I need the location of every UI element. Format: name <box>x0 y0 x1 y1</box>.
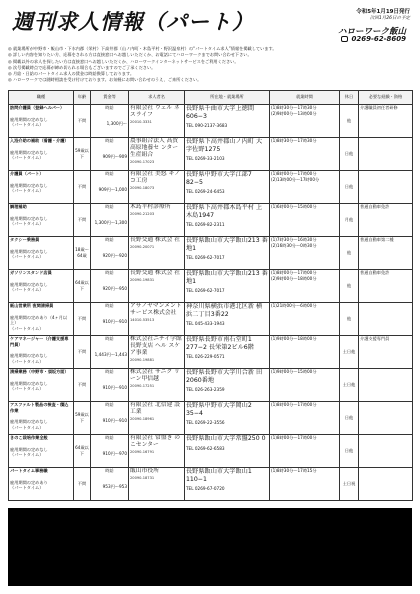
qualification-cell <box>359 401 413 434</box>
work-hours-line: (1)6時00分〜15時00分 <box>271 204 317 210</box>
next-issue-date: 次回1月26日の予定 <box>369 16 410 21</box>
company-tel: TEL 0269-67-0720 <box>186 486 225 492</box>
employment-note: （パートタイム） <box>10 155 44 161</box>
pay-cell <box>91 335 129 368</box>
qualification-cell: 介護支援専門員 <box>359 335 413 368</box>
pay-type: 時給 <box>105 369 114 375</box>
employment-type: 雇用期間の定めなし <box>10 281 48 287</box>
job-title: きのこ栽培作業全般 <box>10 435 48 441</box>
employment-note: （パートタイム） <box>10 287 44 293</box>
job-number: 20090-18731 <box>130 476 155 481</box>
job-number: 20090-17023 <box>130 160 155 165</box>
company-name: 農事組合法人 高賀高原地養セ ンター生産組合 <box>130 138 179 159</box>
company-cell <box>129 368 185 401</box>
holiday-cell: 日他 <box>340 434 359 467</box>
pay-range: 909円〜1,000 <box>98 186 127 192</box>
notice-item: ◎ 次号掲載時点で応募が締め切られる場合もございますのでご了承ください。 <box>8 64 156 70</box>
location-cell <box>185 104 270 137</box>
hours-cell <box>270 137 340 170</box>
hours-cell <box>270 434 340 467</box>
company-tel: TEL 026-229-0571 <box>186 354 225 360</box>
job-table <box>8 90 413 501</box>
job-number: 20090-18073 <box>130 186 155 191</box>
column-header-qualification: 必要な経験・資格 <box>359 90 413 104</box>
table-row[interactable] <box>9 302 413 335</box>
job-title: 訪問介護員（登録ヘルパー） <box>10 105 65 111</box>
phone-icon <box>341 36 348 42</box>
location-cell <box>185 401 270 434</box>
company-address: 長野県下高井郡山ノ内町 大字佐野1275 <box>186 138 263 153</box>
employment-note: （パートタイム） <box>10 122 44 128</box>
pay-range: 909円〜909 <box>102 153 127 159</box>
page <box>8 6 412 588</box>
notice-item: ◎ ハローワークでは随時相談を受け付けております。お気軽にお問い合わせのうえ、ご来所ください。 <box>8 77 202 83</box>
table-row[interactable] <box>9 401 413 434</box>
holiday-cell: 他 <box>340 104 359 137</box>
column-header-age: 年齢 <box>74 90 91 104</box>
hours-cell <box>270 203 340 236</box>
employment-note: （パートタイム） <box>10 221 44 227</box>
qualification-cell <box>359 302 413 335</box>
table-row[interactable] <box>9 203 413 236</box>
header <box>8 6 412 42</box>
hours-cell <box>270 368 340 401</box>
company-name: 木島平村診療所 <box>130 204 171 211</box>
pay-range: 910円〜970 <box>102 450 127 456</box>
job-title: パートタイム事務職 <box>10 468 48 474</box>
work-hours-line: (1)8時00分〜17時00分 <box>271 402 317 408</box>
pay-type: 時給 <box>105 204 114 210</box>
company-address: 神奈川県横浜市港北区新 横浜二丁目3番22 <box>186 303 263 318</box>
company-tel: TEL 0269-24-6453 <box>186 189 225 195</box>
table-row[interactable] <box>9 236 413 269</box>
company-name: 飯山市役所 <box>130 468 159 475</box>
pay-range: 910円〜910 <box>102 384 127 390</box>
holiday-cell: 日他 <box>340 137 359 170</box>
company-cell <box>129 434 185 467</box>
job-cell <box>9 236 74 269</box>
hours-cell <box>270 269 340 302</box>
hours-cell <box>270 170 340 203</box>
job-cell <box>9 467 74 500</box>
employment-type: 雇用期間の定めなし <box>10 380 48 386</box>
location-cell <box>185 467 270 500</box>
employment-note: （パートタイム） <box>10 485 44 491</box>
holiday-cell: 月他 <box>340 203 359 236</box>
age-cell: 不問 <box>74 104 91 137</box>
table-row[interactable] <box>9 434 413 467</box>
job-title: 飯山営業所 夜間清掃員 <box>10 303 54 309</box>
employment-note: （パートタイム） <box>10 452 44 458</box>
qualification-cell <box>359 434 413 467</box>
company-name: 長野交通 株式会 社 <box>130 237 181 244</box>
age-cell: 不問 <box>74 170 91 203</box>
hours-cell <box>270 335 340 368</box>
work-hours-line: (1)8時00分〜17時00分 <box>271 270 317 276</box>
employment-type: 雇用期間の定めなし <box>10 149 48 155</box>
pay-cell <box>91 302 129 335</box>
pay-cell <box>91 434 129 467</box>
qualification-cell <box>359 368 413 401</box>
pay-type: 時給 <box>105 105 114 111</box>
company-name: 有限会社 常盤き のこセンター <box>130 435 181 449</box>
qualification-cell: 普通自動車免許 <box>359 269 413 302</box>
notice-item: ◎ 月給・日給のパートタイム求人の賃金は時給換算しております。 <box>8 71 135 77</box>
work-hours-line: (1)8時30分〜17時30分 <box>271 138 317 144</box>
office-name: ハローワーク飯山 <box>337 27 406 37</box>
job-cell <box>9 203 74 236</box>
table-row[interactable] <box>9 467 413 500</box>
pay-type: 時給 <box>105 336 114 342</box>
holiday-cell: 他 <box>340 302 359 335</box>
qualification-cell <box>359 467 413 500</box>
work-hours-line: (1)9時00分〜18時00分 <box>271 336 317 342</box>
company-tel: TEL 0269-62-6583 <box>186 445 225 451</box>
work-hours-line: (1)9時00分〜15時00分 <box>271 369 317 375</box>
pay-cell <box>91 203 129 236</box>
pay-cell <box>91 170 129 203</box>
publish-date: 令和5年1月19日発行 <box>356 9 410 15</box>
job-number: 20090-18961 <box>130 417 155 422</box>
employment-note: （パートタイム） <box>10 326 44 332</box>
age-cell: 64歳以下 <box>74 434 91 467</box>
company-cell <box>129 137 185 170</box>
location-cell <box>185 368 270 401</box>
pay-type: 時給 <box>105 138 114 144</box>
job-cell <box>9 401 74 434</box>
company-address: 長野県千曲市大字上徳間 606−3 <box>186 105 255 120</box>
job-cell <box>9 302 74 335</box>
job-cell <box>9 269 74 302</box>
company-cell <box>129 203 185 236</box>
job-cell <box>9 170 74 203</box>
company-name: 長野交通 株式会 社 <box>130 270 181 277</box>
company-tel: TEL 0269-62-7017 <box>186 255 225 261</box>
job-number: 14010-53513 <box>130 318 155 323</box>
pay-cell <box>91 137 129 170</box>
company-address: 長野県中野市大字江部7 82−5 <box>186 171 252 186</box>
company-name: 株式会社ニチイ学館 長野支店 ヘル スケア事業 <box>130 336 182 357</box>
employment-type: 雇用期間の定めなし <box>10 446 48 452</box>
age-cell: 不問 <box>74 467 91 500</box>
work-hours-line: (2)16時30分〜0時30分 <box>271 242 317 248</box>
employment-type: 雇用期間の定めなし <box>10 353 48 359</box>
notice-item: ◎ 掲載以外の求人を探したい方は直接窓口へお越しいただくか、ハローワークインターネットサービスをご利用ください。 <box>8 58 239 64</box>
location-cell <box>185 203 270 236</box>
pay-range: 1,300円〜 <box>106 120 127 126</box>
work-hours-line: (2)9時00分〜18時00分 <box>271 275 317 281</box>
job-title: 入浴介助の補助（看護・介護） <box>10 138 69 144</box>
work-hours-line: (2)9時00分〜13時00分 <box>271 110 317 116</box>
age-cell: 不問 <box>74 368 91 401</box>
work-hours-line: (1)8時30分〜17時30分 <box>271 105 317 111</box>
pay-cell <box>91 368 129 401</box>
company-tel: TEL 045-433-1943 <box>186 321 225 327</box>
company-address: 長野県長野市大字川合新 田2060番地 <box>186 369 263 384</box>
company-tel: TEL 0269-33-2103 <box>186 156 225 162</box>
location-cell <box>185 236 270 269</box>
pay-range: 953円〜953 <box>102 483 127 489</box>
company-address: 長野県下高井郡木島平村 上木島1947 <box>186 204 263 219</box>
company-name: 有限会社 美悠 キノコ工房 <box>130 171 180 185</box>
company-tel: TEL 0269-62-7017 <box>186 288 225 294</box>
hours-cell <box>270 302 340 335</box>
age-cell: 59歳以下 <box>74 137 91 170</box>
employment-note: （パートタイム） <box>10 359 44 365</box>
job-number: 20010-3331 <box>130 120 152 125</box>
hours-cell <box>270 401 340 434</box>
pay-type: 時給 <box>105 270 114 276</box>
location-cell <box>185 170 270 203</box>
employment-type: 雇用期間の定めあり <box>10 479 48 485</box>
company-tel: TEL 0269-82-2311 <box>186 222 225 228</box>
location-cell <box>185 137 270 170</box>
hours-cell <box>270 236 340 269</box>
column-header-hours: 就業時間 <box>270 90 340 104</box>
job-title: ケアマネージャー（介護支援専門員） <box>10 336 69 347</box>
location-cell <box>185 302 270 335</box>
job-number: 20090-19881 <box>130 358 155 363</box>
age-cell: 18歳〜64歳 <box>74 236 91 269</box>
qualification-cell: 介護職員初任者研修 <box>359 104 413 137</box>
column-header-location: 所在地・就業場所 <box>185 90 270 104</box>
qualification-cell: 普通自動車第二種 <box>359 236 413 269</box>
table-row[interactable] <box>9 104 413 137</box>
holiday-cell: 土日祝 <box>340 467 359 500</box>
notice-item: ◎ 就業場所が中野市・飯山市・下水内郡（栄村）下高井郡（山ノ内町・木島平村・野沢温泉村）の“パートタイム求人”情報を掲載しています。 <box>8 46 277 51</box>
company-address: 長野県飯山市大字常盤250 0 <box>186 435 266 443</box>
company-address: 長野県中野市大字岡山2 35−4 <box>186 402 252 417</box>
qualification-cell <box>359 170 413 203</box>
work-hours-line: (1)21時00分〜6時00分 <box>271 303 317 309</box>
job-cell <box>9 434 74 467</box>
work-hours-line: (1)7時30分〜16時30分 <box>271 237 317 243</box>
company-cell <box>129 302 185 335</box>
holiday-cell: 他 <box>340 269 359 302</box>
age-cell: 64歳以下 <box>74 269 91 302</box>
work-hours-line: (1)8時00分〜17時00分 <box>271 435 317 441</box>
pay-type: 時給 <box>105 171 114 177</box>
holiday-cell: 土日他 <box>340 368 359 401</box>
hours-cell <box>270 467 340 500</box>
company-tel: TEL 026-263-2359 <box>186 387 225 393</box>
company-name: アサノヤマンメント サービス株式会社 <box>130 303 182 317</box>
pay-cell <box>91 467 129 500</box>
employment-type: 雇用期間の定めあり（4ヶ月以上） <box>10 314 68 326</box>
location-cell <box>185 335 270 368</box>
company-address: 長野県長野市南石堂町1 277−2 長栄第2ビル6階 <box>186 336 254 351</box>
column-header-holiday: 休日 <box>340 90 359 104</box>
employment-type: 雇用期間の定めなし <box>10 116 48 122</box>
pay-range: 910円〜910 <box>102 417 127 423</box>
company-cell <box>129 467 185 500</box>
holiday-cell: 日他 <box>340 170 359 203</box>
company-cell <box>129 104 185 137</box>
employment-type: 雇用期間の定めなし <box>10 248 48 254</box>
work-hours-line: (2)13時00分〜17時00分 <box>271 176 320 182</box>
page-title: 週刊求人情報（パート） <box>12 9 254 34</box>
pay-range: 920円〜920 <box>102 252 127 258</box>
company-address: 長野県飯山市大字飯山213 番地1 <box>186 270 268 285</box>
notice-list <box>8 46 308 84</box>
job-number: 20090-20071 <box>130 245 155 250</box>
age-cell: 不問 <box>74 335 91 368</box>
holiday-cell: 日他 <box>340 401 359 434</box>
pay-cell <box>91 236 129 269</box>
job-cell <box>9 104 74 137</box>
table-row[interactable] <box>9 170 413 203</box>
holiday-cell: 土日他 <box>340 335 359 368</box>
company-tel: TEL 090-2137-3683 <box>186 123 228 129</box>
office-phone <box>341 35 406 43</box>
pay-type: 時給 <box>105 303 114 309</box>
qualification-cell: 普通自動車免許 <box>359 203 413 236</box>
company-cell <box>129 170 185 203</box>
holiday-cell: 他 <box>340 236 359 269</box>
company-name: 有限会社 北信建 設工業 <box>130 402 181 416</box>
column-header-pay: 賃金等 <box>91 90 129 104</box>
pay-range: 910円〜910 <box>102 318 127 324</box>
table-header-row <box>9 90 413 104</box>
pay-cell <box>91 104 129 137</box>
employment-note: （パートタイム） <box>10 386 44 392</box>
pay-range: 1,300円〜1,300 <box>94 219 127 225</box>
notice-item: ◎ 詳しい内容を知りたい方、応募をされる方は直接窓口へお越しいただくか、お電話にてハローワークまでお問い合わせ下さい。 <box>8 52 252 58</box>
job-title: 調理補助 <box>10 204 27 210</box>
company-cell <box>129 335 185 368</box>
job-rows <box>9 104 413 500</box>
pay-type: 時給 <box>105 468 114 474</box>
employment-type: 雇用期間の定めなし <box>10 215 48 221</box>
employment-note: （パートタイム） <box>10 254 44 260</box>
location-cell <box>185 269 270 302</box>
job-number: 20090-21203 <box>130 212 155 217</box>
company-tel: TEL 0269-22-3556 <box>186 420 225 426</box>
table-row[interactable] <box>9 137 413 170</box>
job-cell <box>9 335 74 368</box>
location-cell <box>185 434 270 467</box>
company-name: 株式会社 サニク リーン甲信越 <box>130 369 180 383</box>
table-row[interactable] <box>9 368 413 401</box>
job-title: 清掃業務（中野市・須坂方面） <box>10 369 69 375</box>
employment-type: 雇用期間の定めなし <box>10 182 48 188</box>
job-cell <box>9 368 74 401</box>
hours-cell <box>270 104 340 137</box>
column-header-job: 職種 <box>9 90 74 104</box>
pay-range: 1,443円〜1,443 <box>94 351 127 357</box>
redacted-area <box>8 508 412 586</box>
office-phone-number: 0269-62-8609 <box>351 35 406 43</box>
employment-note: （パートタイム） <box>10 425 44 431</box>
job-title: 介護員（パート） <box>10 171 44 177</box>
work-hours-line: (1)8時00分〜17時00分 <box>271 171 317 177</box>
job-number: 20090-16791 <box>130 450 155 455</box>
pay-cell <box>91 401 129 434</box>
job-cell <box>9 137 74 170</box>
job-title: ガソリンスタンド店員 <box>10 270 52 276</box>
age-cell: 不問 <box>74 203 91 236</box>
qualification-cell <box>359 137 413 170</box>
pay-type: 時給 <box>105 435 114 441</box>
table-row[interactable] <box>9 269 413 302</box>
pay-cell <box>91 269 129 302</box>
pay-type: 時給 <box>105 402 114 408</box>
company-cell <box>129 401 185 434</box>
job-number: 20090-19831 <box>130 278 155 283</box>
company-cell <box>129 236 185 269</box>
pay-type: 時給 <box>105 237 114 243</box>
table-row[interactable] <box>9 335 413 368</box>
employment-type: 雇用期間の定めなし <box>10 419 48 425</box>
job-title: アスファルト製品の検査・積込作業 <box>10 402 69 413</box>
job-number: 20090-17251 <box>130 384 155 389</box>
employment-note: （パートタイム） <box>10 188 44 194</box>
column-header-company: 求人者名 <box>129 90 185 104</box>
company-address: 長野県飯山市大字飯山213 番地1 <box>186 237 268 252</box>
age-cell: 59歳以下 <box>74 401 91 434</box>
work-hours-line: (1)8時30分〜17時15分 <box>271 468 317 474</box>
pay-range: 920円〜950 <box>102 285 127 291</box>
job-title: タクシー乗務員 <box>10 237 40 243</box>
age-cell: 不問 <box>74 302 91 335</box>
company-address: 長野県飯山市大字飯山1 110−1 <box>186 468 252 483</box>
company-name: 有限会社 ウェル ネスライフ <box>130 105 180 119</box>
company-cell <box>129 269 185 302</box>
